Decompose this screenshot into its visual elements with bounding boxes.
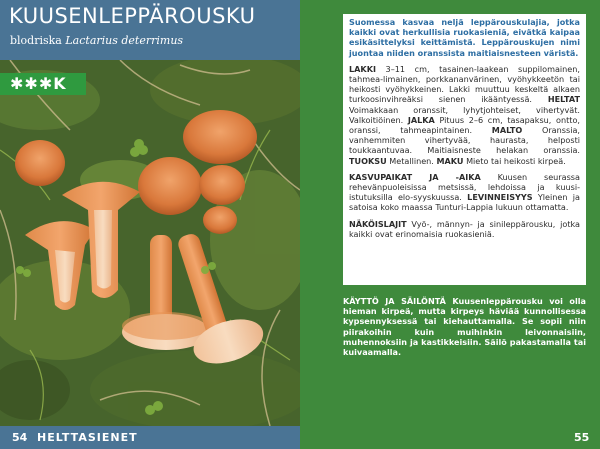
mushroom-cap (199, 165, 245, 205)
malto-text: Oranssia, vanhemmiten vihertyvää, haurasta, helposti toukkaantuvaa. Maitiaisneste helakan oranssia. (349, 125, 580, 156)
kaytto-label: KÄYTTÖ JA SÄILÖNTÄ (343, 296, 446, 306)
mushroom-photo (0, 60, 300, 426)
levinneisyys-text: Yleinen ja satoisa koko maassa Tunturi-Lappia lukuun ottamatta. (349, 192, 580, 213)
title-band (0, 0, 300, 60)
right-page (300, 0, 600, 449)
heltat-text: Voimakkaan oranssit, lyhytjohteiset, vihertyvät. Valkoitiöinen. (349, 104, 580, 125)
tuoksu-label: TUOKSU (349, 155, 387, 166)
nakoislajit-label: NÄKÖISLAJIT (349, 218, 407, 229)
mushroom-cap (183, 110, 257, 164)
kasvupaikat-label: KASVUPAIKAT JA -AIKA (349, 171, 481, 182)
malto-label: MALTO (491, 125, 523, 136)
page-number: 54 (12, 431, 28, 444)
mushroom-photo-image (0, 60, 300, 426)
page-title: KUUSENLEPPÄROUSKU (9, 4, 256, 28)
lookalikes-block (349, 219, 580, 239)
section-label: HELTTASIENET (37, 431, 138, 444)
mushroom-cap (138, 157, 202, 215)
page-number: 55 (574, 431, 590, 444)
nakoislajit-text: Vyö-, männyn- ja sinileppärousku, jotka kaikki ovat erinomaisia ruokasieniä. (349, 218, 580, 239)
tuoksu-text: Metallinen. (386, 155, 437, 166)
lakki-label: LAKKI (349, 63, 376, 74)
kaytto-text: Kuusenleppärousku voi olla hieman kirpeä, mutta kirpeys häviää kunnollisessa kypsennyksessä tai kiehauttamalla. Se sopii niin piirakoihin kuin muihinkin leivonnaisiin, muhennoksiin ja kastikkeisiin. Säilö pakastamalla tai kuivaamalla. (343, 296, 586, 358)
jalka-label: JALKA (407, 114, 435, 125)
description-block (349, 64, 580, 166)
mushroom-cap (203, 206, 237, 234)
subtitle-latin-name: Lactarius deterrimus (65, 34, 184, 47)
left-footer (0, 426, 300, 449)
rating-badge: ✱✱✱K (0, 73, 86, 95)
intro-text: Suomessa kasvaa neljä leppärouskulajia, jotka kaikki ovat herkullisia ruokasieniä, eivätkä kaipaa esikäsittelyksi keittämistä. Leppärouskujen nimi juontaa niiden oranssista maitiaisnesteen väristä. (349, 17, 580, 58)
mushroom-gills-shade (122, 312, 210, 340)
maku-text: Mieto tai heikosti kirpeä. (463, 155, 566, 166)
usage-block (343, 296, 586, 357)
maku-label: MAKU (436, 155, 464, 166)
habitat-block (349, 172, 580, 213)
mushroom-cross-section (94, 210, 112, 289)
mushroom-cap (15, 140, 65, 186)
subtitle (10, 34, 183, 47)
info-box (343, 14, 586, 285)
kasvupaikat-text: Kuusen seurassa rehevänpuoleisissa metsissä, lehdoissa ja kuusi-istutuksilla elo-syyskuussa. (349, 171, 580, 203)
jalka-text: Pituus 2–6 cm, tasapaksu, ontto, oranssi, tahmeapintainen. (349, 114, 580, 136)
levinneisyys-label: LEVINNEISYYS (467, 192, 533, 203)
lakki-text: 3–11 cm, tasainen-laakean suppilomainen, tahmea-limainen, porkkananvärinen, vyöhykkeetön tai heikosti vyöhykkeinen. Lakki muuttuu keskeltä alkaen turkoosinvihreäksi sienen ikääntyessä. (349, 63, 580, 105)
mushroom-stem (150, 235, 172, 325)
subtitle-common-name: blodriska (10, 34, 62, 47)
heltat-label: HELTAT (547, 94, 580, 105)
